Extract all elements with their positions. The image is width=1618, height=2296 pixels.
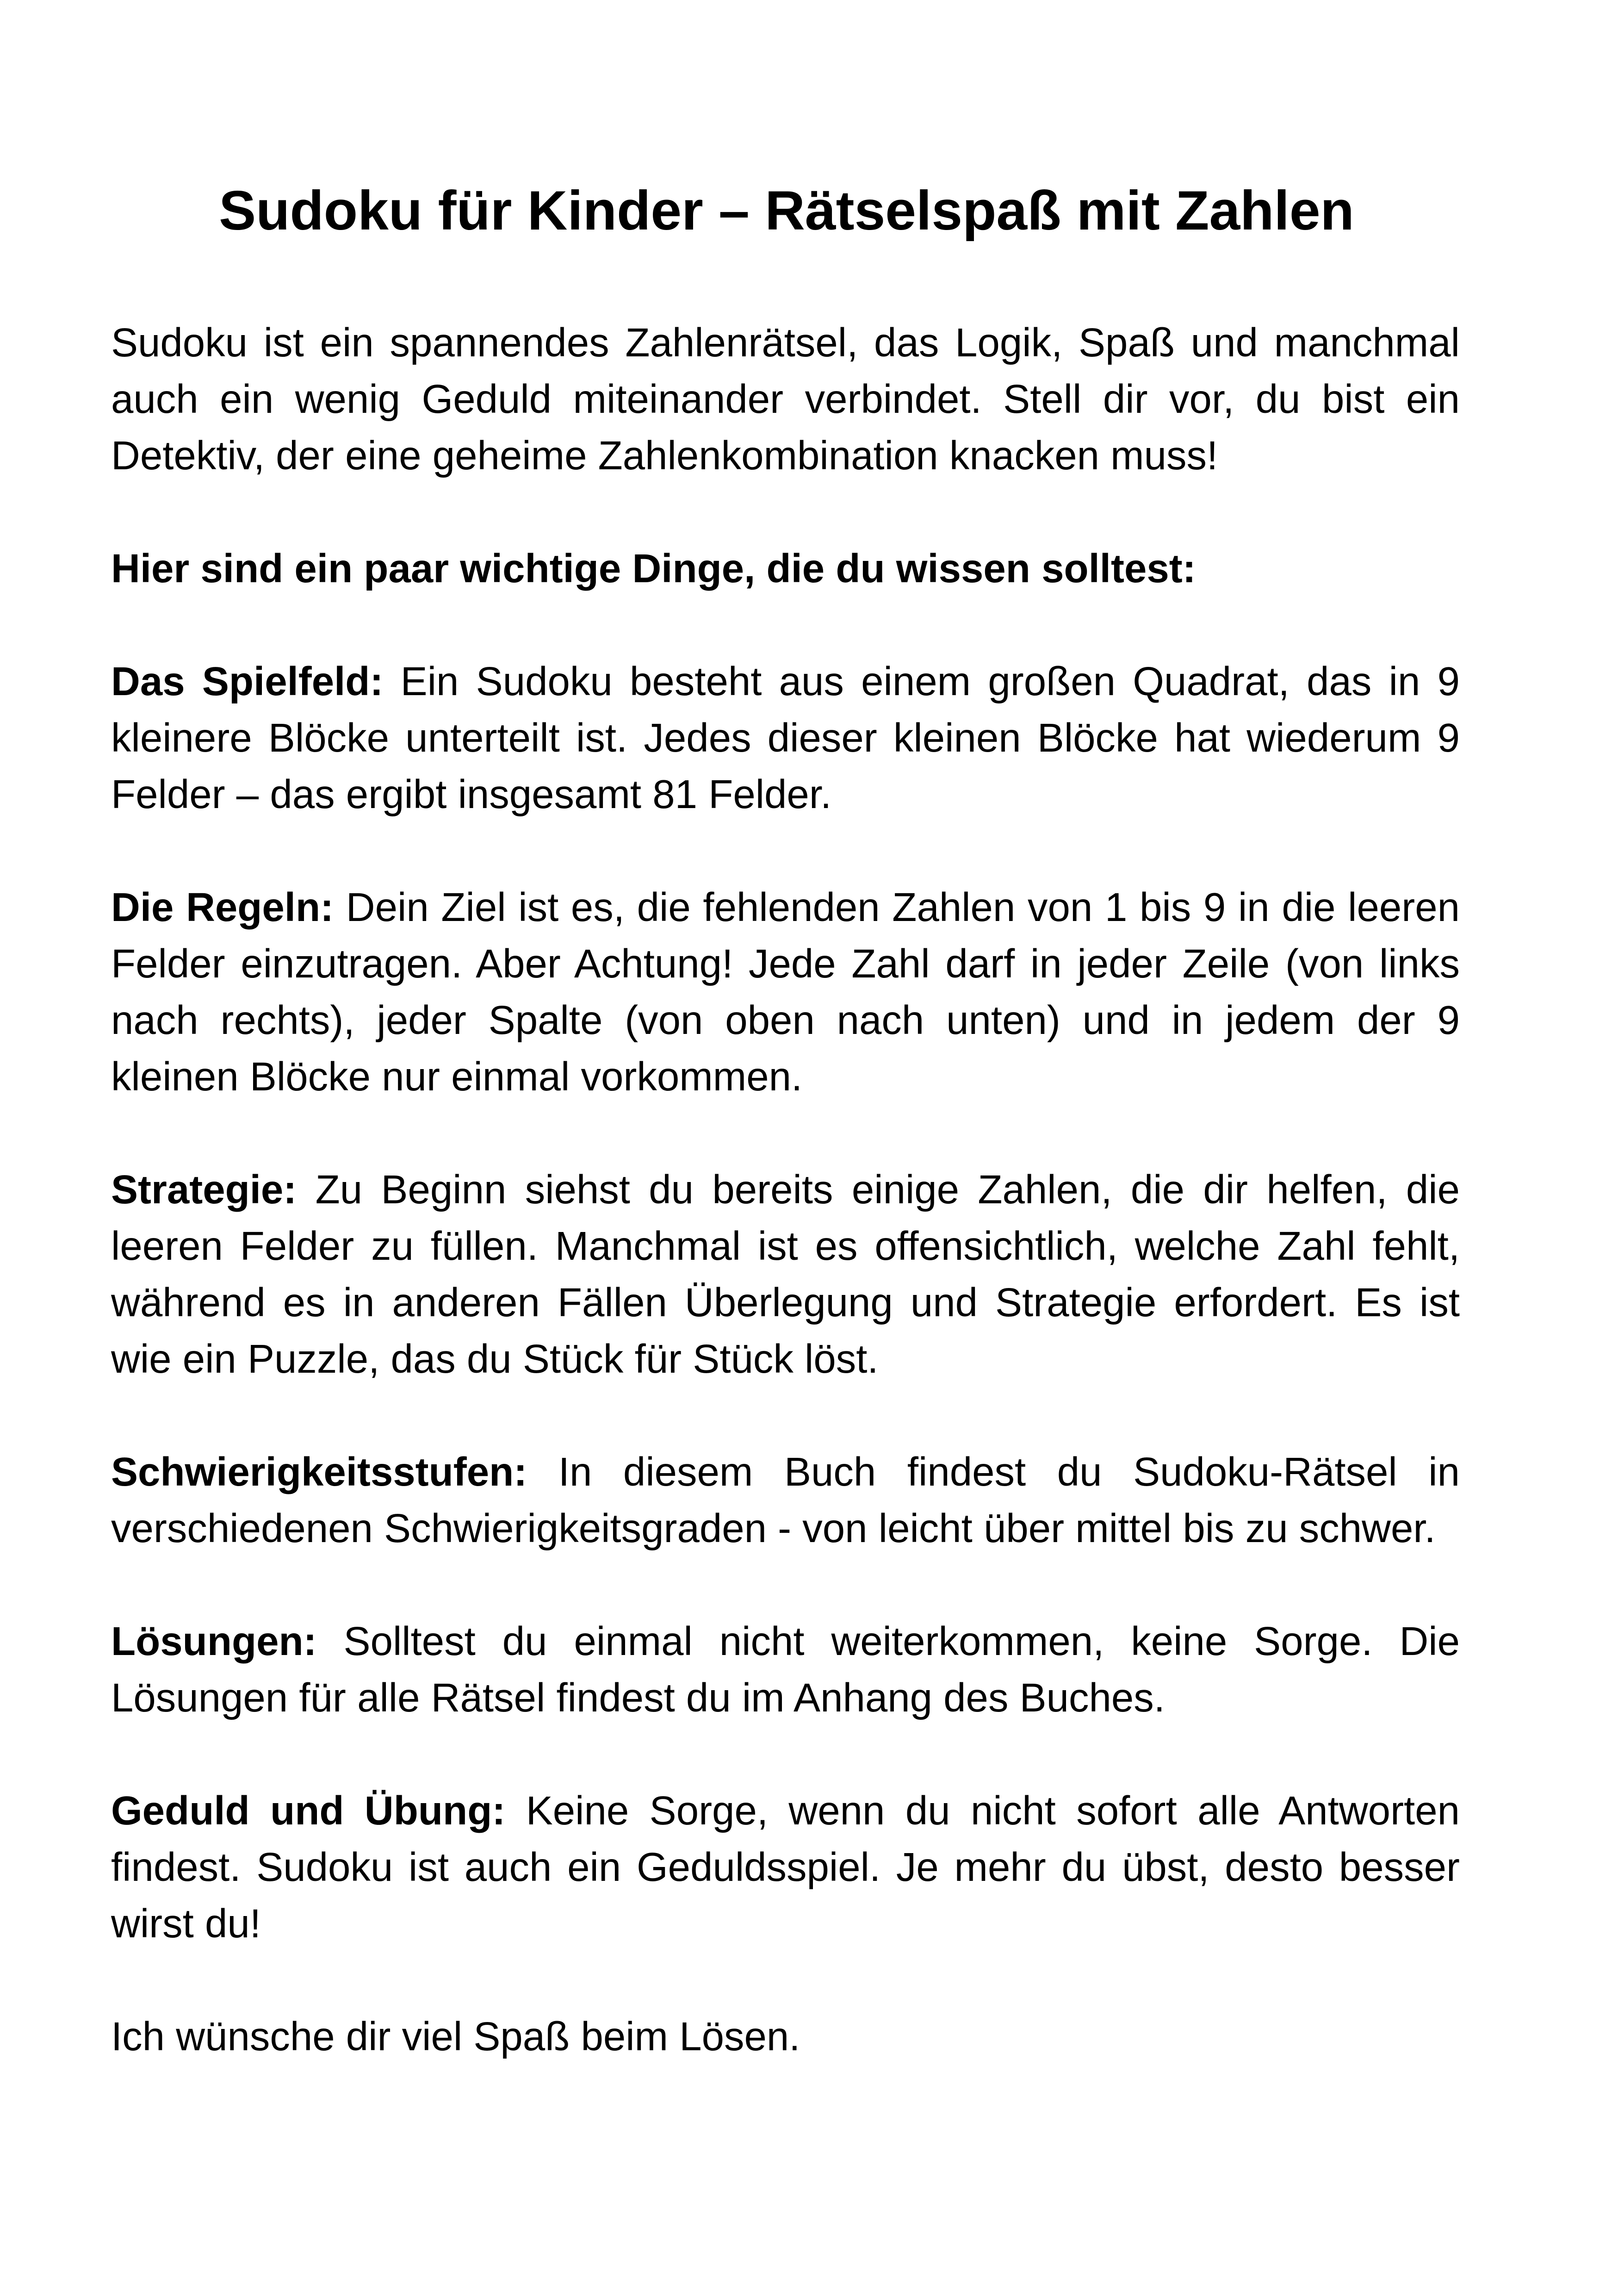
section-text: Ein Sudoku besteht aus einem großen Quadrat, das in 9 kleinere Blöcke unterteilt ist. Jedes dieser kleinen Blöcke hat wiederum 9 Felder – das ergibt insgesamt 81 Felder. [111,659,1460,817]
section-text: Keine Sorge, wenn du nicht sofort alle Antworten findest. Sudoku ist auch ein Geduldsspiel. Je mehr du übst, desto besser wirst du! [111,1788,1460,1946]
section-text: In diesem Buch findest du Sudoku-Rätsel in verschiedenen Schwierigkeitsgraden - von leicht über mittel bis zu schwer. [111,1450,1460,1551]
section-text: Dein Ziel ist es, die fehlenden Zahlen von 1 bis 9 in die leeren Felder einzutragen. Aber Achtung! Jede Zahl darf in jeder Zeile (von links nach rechts), jeder Spalte (von oben nach unten) und in jedem der 9 kleinen Blöcke nur einmal vorkommen. [111,885,1460,1099]
section-label: Lösungen: [111,1619,317,1664]
document-body [111,315,1460,2065]
section-spielfeld [111,653,1460,823]
page-title: Sudoku für Kinder – Rätselspaß mit Zahlen [219,180,1354,242]
section-label: Schwierigkeitsstufen: [111,1450,527,1494]
section-text: Zu Beginn siehst du bereits einige Zahlen, die dir helfen, die leeren Felder zu füllen. Manchmal ist es offensichtlich, welche Zahl fehlt, während es in anderen Fällen Überlegung und Strategie erfordert. Es ist wie ein Puzzle, das du Stück für Stück löst. [111,1167,1460,1381]
lead-heading: Hier sind ein paar wichtige Dinge, die du wissen solltest: [111,546,1196,591]
section-label: Die Regeln: [111,885,334,930]
section-label: Geduld und Übung: [111,1788,506,1833]
section-text: Solltest du einmal nicht weiterkommen, keine Sorge. Die Lösungen für alle Rätsel findest du im Anhang des Buches. [111,1619,1460,1720]
section-schwierigkeitsstufen [111,1444,1460,1557]
section-label: Strategie: [111,1167,297,1212]
section-label: Das Spielfeld: [111,659,384,704]
intro-paragraph: Sudoku ist ein spannendes Zahlenrätsel, das Logik, Spaß und manchmal auch ein wenig Geduld miteinander verbindet. Stell dir vor, du bist ein Detektiv, der eine geheime Zahlenkombination knacken muss! [111,320,1460,478]
section-geduld-und-uebung [111,1783,1460,1952]
section-regeln [111,879,1460,1105]
section-strategie [111,1162,1460,1388]
section-loesungen [111,1613,1460,1726]
closing-paragraph: Ich wünsche dir viel Spaß beim Lösen. [111,2014,800,2059]
